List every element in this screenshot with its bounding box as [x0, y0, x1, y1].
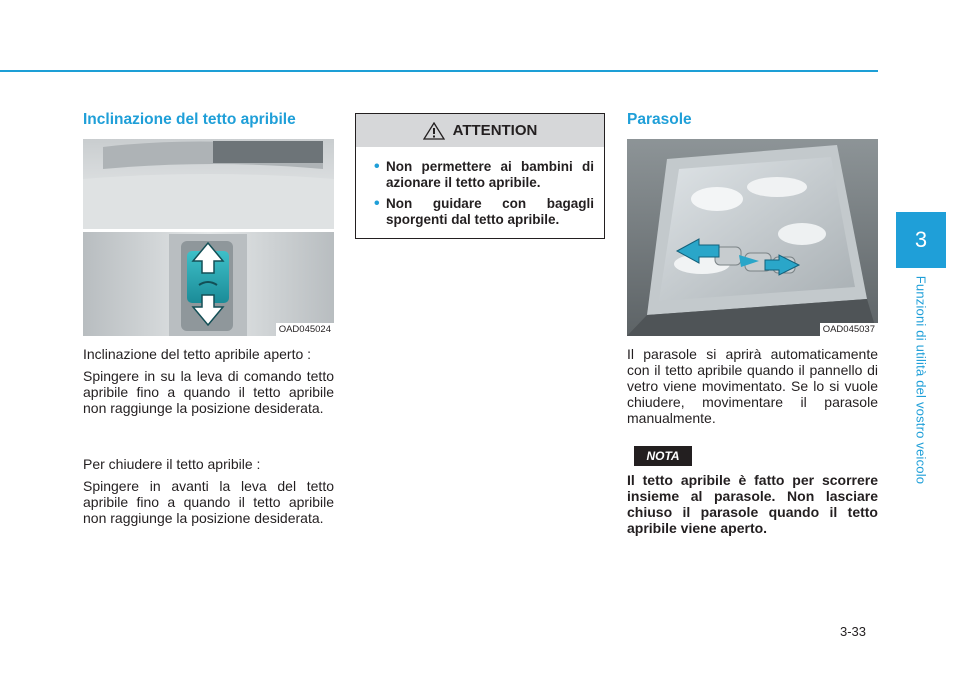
paragraph-close-label: Per chiudere il tetto apribile :: [83, 456, 261, 472]
chapter-title: Funzioni di utilità del vostro veicolo: [913, 275, 929, 485]
attention-list: [374, 159, 594, 228]
paragraph-nota: Il tetto apribile è fatto per scorrere insieme al parasole. Non lasciare chiuso il parasole quando il tetto apribile viene aperto.: [627, 472, 878, 536]
image-caption: OAD045024: [276, 323, 334, 336]
sunshade-illustration: [627, 139, 878, 336]
section-heading-parasole: Parasole: [627, 111, 692, 128]
attention-box: [355, 113, 605, 239]
page-number: 3-33: [840, 624, 867, 639]
attention-header: [356, 114, 604, 147]
sunroof-switch-illustration: [83, 139, 334, 336]
warning-icon: [423, 122, 445, 140]
section-heading-inclinazione: Inclinazione del tetto apribile: [83, 111, 296, 128]
chapter-tab: [896, 212, 946, 268]
attention-item: • Non permettere ai bambini di azionare il tetto apribile.: [374, 159, 594, 191]
nota-badge: NOTA: [634, 446, 692, 466]
sunroof-switch-photo: [83, 139, 334, 336]
chapter-number: 3: [914, 227, 928, 252]
attention-title: ATTENTION: [452, 122, 538, 139]
paragraph-close-instructions: Spingere in avanti la leva del tetto apribile fino a quando il tetto apribile non raggiunge la posizione desiderata.: [83, 478, 334, 526]
paragraph-parasole: Il parasole si aprirà automaticamente con il tetto apribile quando il pannello di vetro viene movimentato. Se lo si vuole chiudere, movimentare il parasole manualmente.: [627, 346, 878, 426]
attention-item: • Non guidare con bagagli sporgenti dal tetto apribile.: [374, 196, 594, 228]
paragraph-open-label: Inclinazione del tetto apribile aperto :: [83, 346, 312, 362]
paragraph-open-instructions: Spingere in su la leva di comando tetto apribile fino a quando il tetto apribile non raggiunge la posizione desiderata.: [83, 368, 334, 416]
header-rule: [0, 70, 878, 72]
sunshade-photo: [627, 139, 878, 336]
image-caption: OAD045037: [820, 323, 878, 336]
